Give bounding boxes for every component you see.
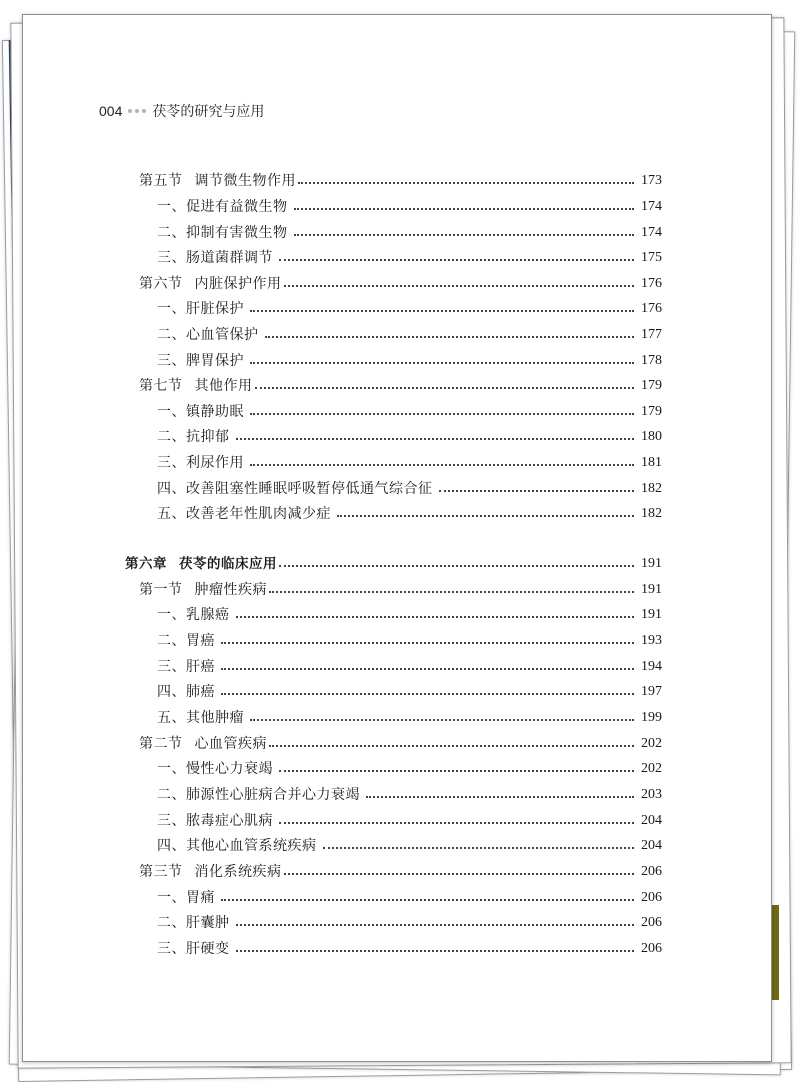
toc-subentry [157,707,662,729]
toc-subentry [157,630,662,652]
toc-entry-title: 脾胃保护 [186,353,244,369]
toc-entry-label [157,401,244,423]
toc-entry-label [157,630,215,652]
toc-page-number: 174 [641,225,662,240]
toc-entry-label [157,707,244,729]
toc-entry-number: 第六节 [139,276,183,292]
toc-entry-label [157,324,259,346]
toc-page-number: 202 [641,761,662,776]
toc-entry-title: 慢性心力衰竭 [186,761,273,777]
toc-page-number: 206 [641,915,662,930]
dot-leader [250,413,634,415]
toc-subentry [157,835,662,857]
toc-page-number: 174 [641,199,662,214]
toc-entry-label [139,273,282,295]
dot-leader [221,668,634,670]
toc-page-number: 194 [641,659,662,674]
toc-entry-number: 一、 [157,301,186,317]
toc-entry-number: 二、 [157,327,186,343]
toc-entry-label [157,835,317,857]
toc-subentry [157,401,662,423]
toc-page-number: 182 [641,481,662,496]
toc-entry-label [157,887,215,909]
toc-entry-title: 心血管保护 [186,327,259,343]
toc-subentry [157,196,662,218]
dot-leader [279,770,634,772]
toc-page-number: 197 [641,684,662,699]
toc-subentry [157,758,662,780]
dot-leader [255,387,635,389]
toc-entry-label [157,298,244,320]
toc-section [139,273,662,295]
dot-leader [279,565,634,567]
toc-entry-title: 茯苓的临床应用 [179,556,277,572]
toc-entry-number: 一、 [157,607,186,623]
toc-entry-number: 二、 [157,915,186,931]
toc-entry-title: 其他心血管系统疾病 [186,838,317,854]
toc-page-number: 176 [641,276,662,291]
dot-leader [269,591,634,593]
toc-page-number: 173 [641,173,662,188]
toc-subentry [157,656,662,678]
toc-entry-number: 二、 [157,429,186,445]
toc-subentry [157,298,662,320]
toc-entry-title: 促进有益微生物 [186,199,288,215]
toc-entry-label [157,247,273,269]
toc-entry-label [139,861,282,883]
toc-entry-number: 一、 [157,890,186,906]
toc-page-number: 199 [641,710,662,725]
toc-entry-label [157,810,273,832]
toc-subentry [157,681,662,703]
toc-entry-title: 脓毒症心肌病 [186,813,273,829]
table-of-contents [23,15,771,1061]
toc-section [139,579,662,601]
toc-entry-number: 三、 [157,353,186,369]
toc-entry-title: 肿瘤性疾病 [194,582,267,598]
toc-subentry [157,938,662,960]
toc-entry-number: 第六章 [125,556,167,572]
toc-subentry [157,426,662,448]
toc-entry-label [157,758,273,780]
page-number: 004 [99,103,123,119]
toc-subentry [157,810,662,832]
toc-entry-title: 肠道菌群调节 [186,250,273,266]
toc-entry-number: 第七节 [139,378,183,394]
dot-leader [269,745,634,747]
toc-entry-title: 肝癌 [186,659,215,675]
toc-entry-number: 二、 [157,633,186,649]
toc-entry-number: 三、 [157,659,186,675]
dot-leader [250,362,634,364]
toc-entry-title: 乳腺癌 [186,607,230,623]
toc-page-number: 179 [641,378,662,393]
toc-entry-number: 三、 [157,250,186,266]
toc-entry-title: 内脏保护作用 [194,276,282,292]
toc-entry-number: 四、 [157,684,186,700]
toc-entry-label [139,170,296,192]
toc-entry-label [157,912,230,934]
toc-page-number: 191 [641,607,662,622]
toc-entry-label [157,196,288,218]
toc-entry-number: 四、 [157,838,186,854]
dot-leader [439,490,635,492]
toc-entry-title: 胃痛 [186,890,215,906]
toc-entry-label [139,733,267,755]
toc-page-number: 206 [641,864,662,879]
toc-subentry [157,452,662,474]
book-title: 茯苓的研究与应用 [152,104,265,120]
toc-entry-number: 第五节 [139,173,183,189]
toc-subentry [157,784,662,806]
toc-entry-title: 抑制有害微生物 [186,225,288,241]
toc-entry-number: 五、 [157,710,186,726]
toc-section [139,733,662,755]
toc-entry-number: 一、 [157,404,186,420]
dot-leader [337,515,634,517]
toc-entry-label [157,478,433,500]
toc-page-number: 206 [641,941,662,956]
toc-page-number: 178 [641,353,662,368]
toc-entry-number: 第三节 [139,864,183,880]
toc-subentry [157,247,662,269]
dot-leader [250,464,634,466]
toc-entry-number: 第一节 [139,582,183,598]
toc-entry-number: 三、 [157,941,186,957]
dot-leader [294,208,635,210]
dot-leader [298,182,634,184]
dot-leader [323,847,635,849]
dot-leader [366,796,634,798]
toc-entry-label [157,503,331,525]
toc-entry-title: 其他肿瘤 [186,710,244,726]
toc-entry-number: 一、 [157,199,186,215]
toc-entry-title: 其他作用 [194,378,253,394]
toc-entry-label [157,452,244,474]
toc-entry-number: 五、 [157,506,186,522]
toc-subentry [157,604,662,626]
toc-entry-number: 二、 [157,225,186,241]
dot-leader [250,310,634,312]
toc-subentry [157,912,662,934]
dot-leader [236,438,635,440]
toc-entry-title: 肝脏保护 [186,301,244,317]
toc-page-number: 191 [641,582,662,597]
toc-entry-label [157,784,360,806]
dot-leader [284,873,635,875]
toc-entry-title: 心血管疾病 [194,736,267,752]
toc-entry-label [157,681,215,703]
toc-page-number: 181 [641,455,662,470]
toc-page-number: 204 [641,838,662,853]
toc-entry-number: 一、 [157,761,186,777]
toc-entry-number: 第二节 [139,736,183,752]
toc-entry-title: 胃癌 [186,633,215,649]
toc-subentry [157,887,662,909]
toc-entry-title: 调节微生物作用 [194,173,296,189]
toc-entry-title: 消化系统疾病 [194,864,282,880]
toc-entry-title: 利尿作用 [186,455,244,471]
toc-entry-title: 抗抑郁 [186,429,230,445]
toc-entry-title: 肝硬变 [186,941,230,957]
toc-entry-title: 肺源性心脏病合并心力衰竭 [186,787,360,803]
toc-chapter [125,553,662,575]
toc-entry-label [157,350,244,372]
toc-page-number: 177 [641,327,662,342]
toc-entry-number: 三、 [157,813,186,829]
toc-page-number: 193 [641,633,662,648]
toc-page-number: 179 [641,404,662,419]
toc-page-number: 182 [641,506,662,521]
toc-entry-number: 四、 [157,481,186,497]
toc-page-number: 202 [641,736,662,751]
toc-entry-title: 肝囊肿 [186,915,230,931]
toc-page-number: 176 [641,301,662,316]
toc-entry-label [157,426,230,448]
toc-section [139,170,662,192]
dot-leader [250,719,634,721]
toc-entry-title: 镇静助眠 [186,404,244,420]
toc-subentry [157,503,662,525]
toc-page [22,14,772,1062]
toc-entry-label [157,656,215,678]
toc-section [139,861,662,883]
dot-leader [221,642,634,644]
toc-entry-number: 二、 [157,787,186,803]
dot-leader [221,693,634,695]
toc-entry-label [157,222,288,244]
toc-subentry [157,222,662,244]
toc-section [139,375,662,397]
dot-leader [236,616,635,618]
dot-leader [236,950,635,952]
toc-entry-title: 肺癌 [186,684,215,700]
toc-subentry [157,324,662,346]
toc-page-number: 180 [641,429,662,444]
toc-page-number: 191 [641,556,662,571]
toc-entry-label [139,375,253,397]
toc-page-number: 175 [641,250,662,265]
toc-subentry [157,350,662,372]
toc-entry-label [125,553,277,575]
toc-entry-label [157,604,230,626]
dot-leader [265,336,635,338]
dot-leader [221,899,634,901]
toc-entry-number: 三、 [157,455,186,471]
toc-entry-title: 改善老年性肌肉减少症 [186,506,331,522]
dot-leader [284,285,635,287]
toc-entry-title: 改善阻塞性睡眠呼吸暂停低通气综合征 [186,481,433,497]
toc-page-number: 204 [641,813,662,828]
toc-page-number: 203 [641,787,662,802]
toc-subentry [157,478,662,500]
toc-page-number: 206 [641,890,662,905]
dot-leader [279,822,634,824]
toc-entry-label [139,579,267,601]
dot-leader [279,259,634,261]
toc-entry-label [157,938,230,960]
dot-leader [236,924,635,926]
dot-leader [294,234,635,236]
